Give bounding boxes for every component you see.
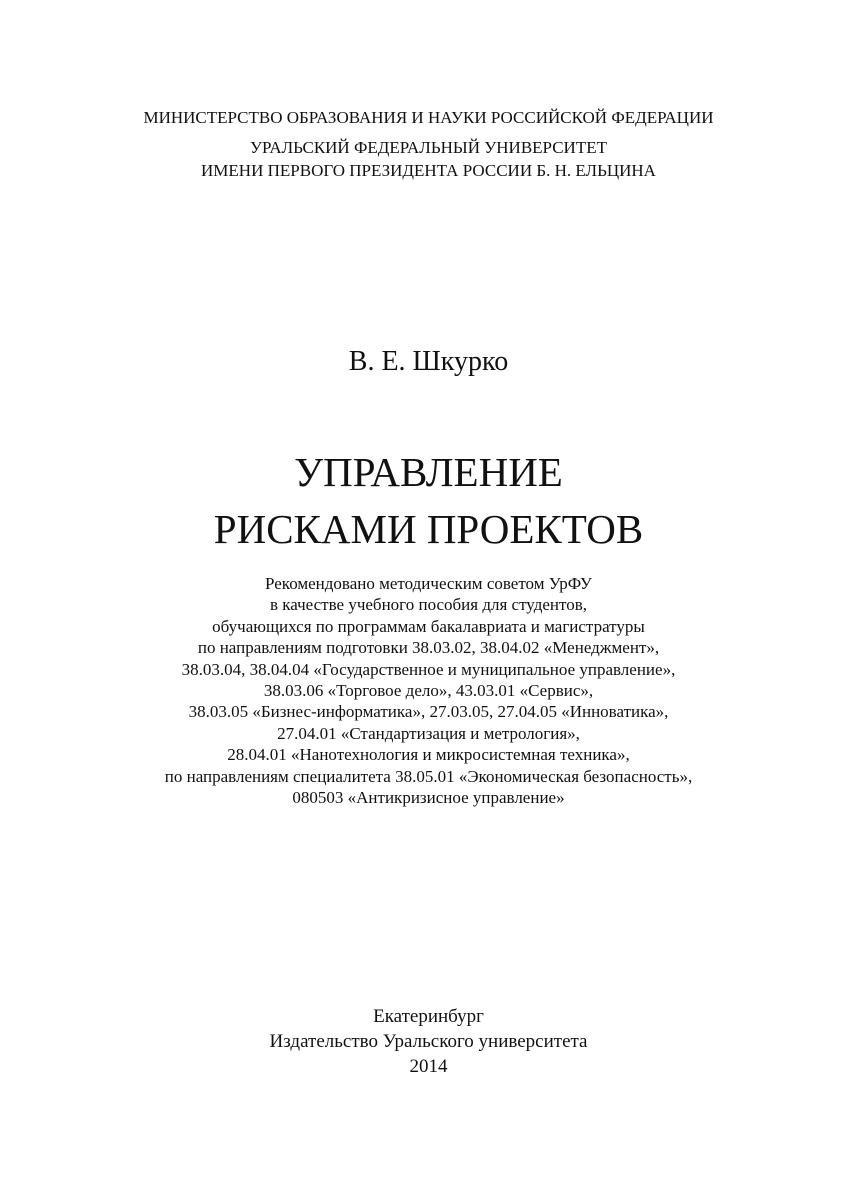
recommendation-line: 38.03.04, 38.04.04 «Государственное и муниципальное управление», xyxy=(181,659,676,679)
recommendation-line: по направлениям специалитета 38.05.01 «Экономическая безопасность», xyxy=(164,766,693,786)
publication-year: 2014 xyxy=(409,1056,448,1077)
recommendation-line: Рекомендовано методическим советом УрФУ xyxy=(265,574,592,593)
publication-city: Екатеринбург xyxy=(373,1006,484,1027)
university-header xyxy=(0,136,857,182)
ministry-name: МИНИСТЕРСТВО ОБРАЗОВАНИЯ И НАУКИ РОССИЙСКОЙ ФЕДЕРАЦИИ xyxy=(143,108,714,127)
recommendation-line: 38.03.05 «Бизнес-информатика», 27.03.05, 27.04.05 «Инноватика», xyxy=(188,702,669,722)
book-title xyxy=(0,444,857,558)
author-name: В. Е. Шкурко xyxy=(348,346,509,377)
recommendation-text xyxy=(0,573,857,808)
publisher-name: Издательство Уральского университета xyxy=(269,1031,588,1052)
recommendation-line: 27.04.01 «Стандартизация и метрология», xyxy=(277,723,580,743)
recommendation-line: в качестве учебного пособия для студентов, xyxy=(269,595,588,615)
recommendation-line: 28.04.01 «Нанотехнология и микросистемная техника», xyxy=(227,745,630,765)
recommendation-line: обучающихся по программам бакалавриата и магистратуры xyxy=(212,616,645,636)
university-name-line: УРАЛЬСКИЙ ФЕДЕРАЛЬНЫЙ УНИВЕРСИТЕТ xyxy=(250,138,607,157)
recommendation-line: 080503 «Антикризисное управление» xyxy=(292,788,565,808)
book-title-line: РИСКАМИ ПРОЕКТОВ xyxy=(213,506,644,552)
recommendation-line: по направлениям подготовки 38.03.02, 38.04.02 «Менеджмент», xyxy=(197,638,660,658)
university-name-line: ИМЕНИ ПЕРВОГО ПРЕЗИДЕНТА РОССИИ Б. Н. ЕЛЬЦИНА xyxy=(201,161,656,180)
recommendation-line: 38.03.06 «Торговое дело», 43.03.01 «Сервис», xyxy=(263,681,594,701)
imprint xyxy=(0,1004,857,1079)
ministry-header xyxy=(0,107,857,129)
book-title-line: УПРАВЛЕНИЕ xyxy=(294,449,563,495)
